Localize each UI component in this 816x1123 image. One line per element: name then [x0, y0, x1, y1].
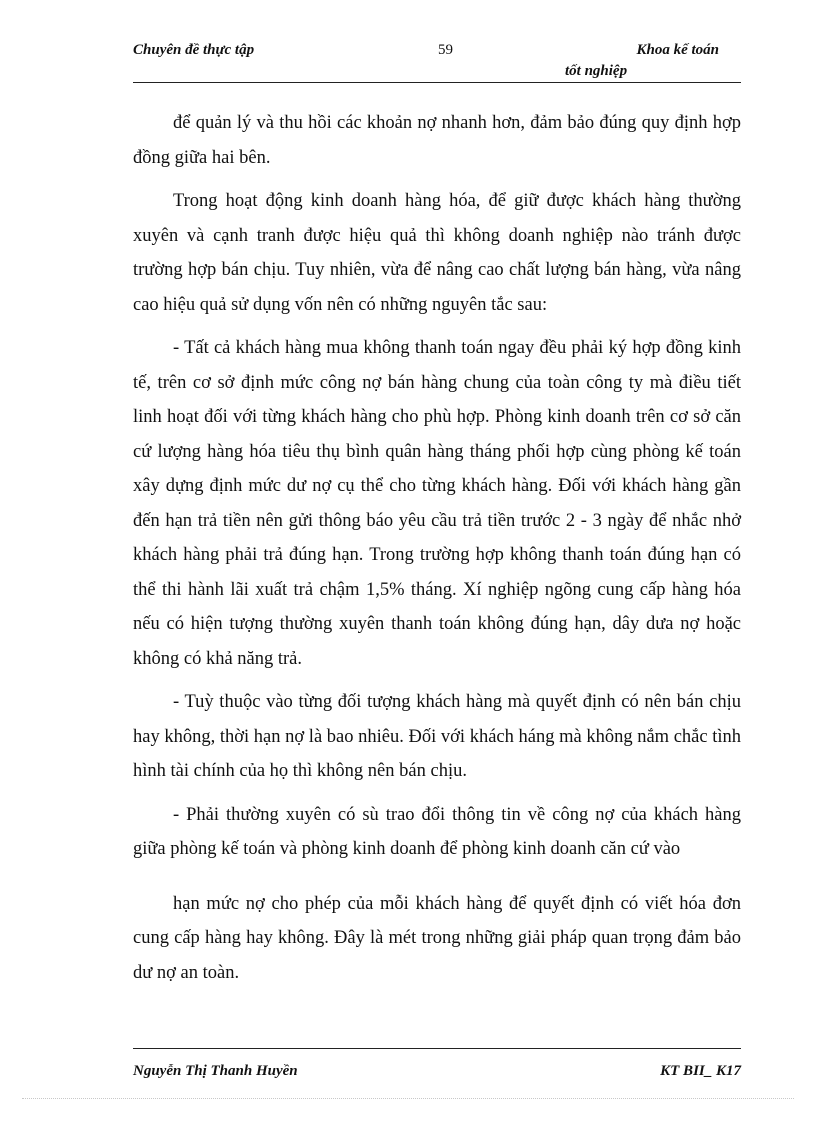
- footer-class-code: KT BII_ K17: [660, 1063, 741, 1079]
- page-number: 59: [438, 42, 453, 58]
- paragraph-6: hạn mức nợ cho phép của mỗi khách hàng để quyết định có viết hóa đơn cung cấp hàng hay không. Đây là mét trong những giải pháp quan trọng đảm bảo dư nợ an toàn.: [133, 893, 741, 983]
- page-header: [133, 42, 741, 83]
- paragraph-3: - Tất cả khách hàng mua không thanh toán ngay đều phải ký hợp đồng kinh tế, trên cơ sở định mức công nợ bán hàng chung của toàn công ty mà điều tiết linh hoạt đối với từng khách hàng cho phù hợp. Phòng kinh doanh trên cơ sở căn cứ lượng hàng hóa tiêu thụ bình quân hàng tháng phối hợp cùng phòng kế toán xây dựng định mức dư nợ cụ thể cho từng khách hàng. Đối với khách hàng gần đến hạn trả tiền nên gửi thông báo yêu cầu trả tiền trước 2 - 3 ngày để nhắc nhở khách hàng phải trả đúng hạn. Trong trường hợp không thanh toán đúng hạn có thể thi hành lãi xuất trả chậm 1,5% tháng. Xí nghiệp ngõng cung cấp hàng hóa nếu có hiện tượng thường xuyên thanh toán không đúng hạn, dây dưa nợ hoặc không có khả năng trả.: [133, 338, 741, 669]
- header-department-line2: tốt nghiệp: [565, 63, 628, 79]
- page-footer: [133, 1048, 741, 1079]
- footer-author: Nguyễn Thị Thanh Huyền: [133, 1063, 298, 1079]
- paragraph-2: Trong hoạt động kinh doanh hàng hóa, để giữ được khách hàng thường xuyên và cạnh tranh được hiệu quả thì không doanh nghiệp nào tránh được trường hợp bán chịu. Tuy nhiên, vừa để nâng cao chất lượng bán hàng, vừa nâng cao hiệu quả sử dụng vốn nên có những nguyên tắc sau:: [133, 191, 741, 315]
- paragraph-1: để quản lý và thu hồi các khoản nợ nhanh hơn, đảm bảo đúng quy định hợp đồng giữa hai bên.: [133, 113, 741, 168]
- paragraph-4: - Tuỳ thuộc vào từng đối tượng khách hàng mà quyết định có nên bán chịu hay không, thời hạn nợ là bao nhiêu. Đối với khách háng mà không nắm chắc tình hình tài chính của họ thì không nên bán chịu.: [133, 692, 741, 781]
- page-edge-dotted-line: [22, 1098, 794, 1099]
- paragraph-5: - Phải thường xuyên có sù trao đổi thông tin về công nợ của khách hàng giữa phòng kế toán và phòng kinh doanh để phòng kinh doanh căn cứ vào: [133, 804, 741, 859]
- header-department: Khoa kế toán: [636, 42, 719, 58]
- header-title: Chuyên đề thực tập: [133, 42, 255, 58]
- document-body: [133, 106, 741, 999]
